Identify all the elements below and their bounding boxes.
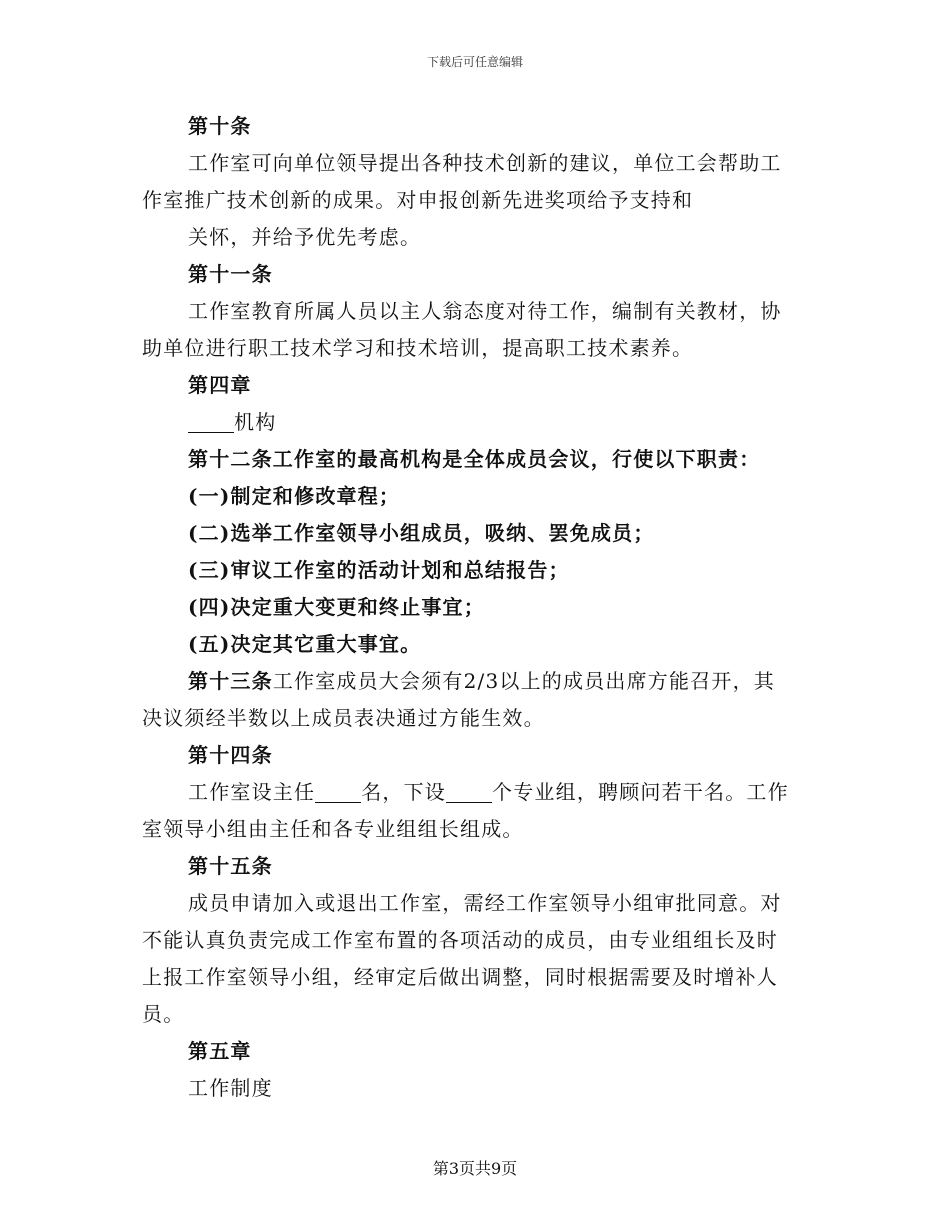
duty-item-1: (一)制定和修改章程； <box>188 484 401 508</box>
article-15-text-line-2: 不能认真负责完成工作室布置的各项活动的成员，由专业组组长及时 <box>142 928 778 952</box>
article-11-text-line-2: 助单位进行职工技术学习和技术培训，提高职工技术素养。 <box>142 336 694 360</box>
article-13-text: 工作室成员大会须有2/3以上的成员出席方能召开，其 <box>272 669 775 693</box>
chapter-4-title-text: 机构 <box>234 410 277 434</box>
chapter-5-heading: 第五章 <box>188 1039 252 1063</box>
article-10-heading: 第十条 <box>188 114 252 138</box>
article-15-text-line-3: 上报工作室领导小组，经审定后做出调整，同时根据需要及时增补人 <box>142 965 778 989</box>
article-14-text-a: 工作室设主任 <box>188 780 316 804</box>
article-15-text-line-4: 员。 <box>142 1002 185 1026</box>
article-10-text-line-3: 关怀，并给予优先考虑。 <box>188 225 422 249</box>
article-13-line-2: 决议须经半数以上成员表决通过方能生效。 <box>142 706 545 730</box>
article-14-text-line-1 <box>142 774 806 811</box>
article-11-heading: 第十一条 <box>188 262 273 286</box>
chapter-4-title <box>142 404 806 441</box>
article-14-text-c: 个专业组，聘顾问若干名。工作 <box>492 780 789 804</box>
article-13-line-1 <box>142 663 806 700</box>
chapter-4-heading: 第四章 <box>188 373 252 397</box>
page-number: 第3页共9页 <box>432 1159 518 1178</box>
article-14-text-b: 名，下设 <box>361 780 447 804</box>
duty-item-2: (二)选举工作室领导小组成员，吸纳、罢免成员； <box>188 521 655 545</box>
article-12-heading: 第十二条工作室的最高机构是全体成员会议，行使以下职责： <box>188 447 761 471</box>
fill-in-blank <box>188 410 234 433</box>
article-14-heading: 第十四条 <box>188 743 273 767</box>
article-10-text-line-2: 作室推广技术创新的成果。对申报创新先进奖项给予支持和 <box>142 188 694 212</box>
page-header-note: 下载后可任意编辑 <box>426 55 523 69</box>
chapter-5-title: 工作制度 <box>188 1076 273 1100</box>
article-10-text-line-1: 工作室可向单位领导提出各种技术创新的建议，单位工会帮助工 <box>188 151 782 175</box>
article-13-heading: 第十三条 <box>188 669 273 693</box>
article-15-heading: 第十五条 <box>188 854 273 878</box>
article-11-text-line-1: 工作室教育所属人员以主人翁态度对待工作，编制有关教材，协 <box>188 299 782 323</box>
duty-item-3: (三)审议工作室的活动计划和总结报告； <box>188 558 570 582</box>
duty-item-4: (四)决定重大变更和终止事宜； <box>188 595 485 619</box>
document-body <box>142 108 806 1107</box>
article-14-text-line-2: 室领导小组由主任和各专业组组长组成。 <box>142 817 524 841</box>
article-15-text-line-1: 成员申请加入或退出工作室，需经工作室领导小组审批同意。对 <box>188 891 782 915</box>
duty-item-5: (五)决定其它重大事宜。 <box>188 632 422 656</box>
fill-in-blank <box>315 780 361 803</box>
fill-in-blank <box>446 780 492 803</box>
